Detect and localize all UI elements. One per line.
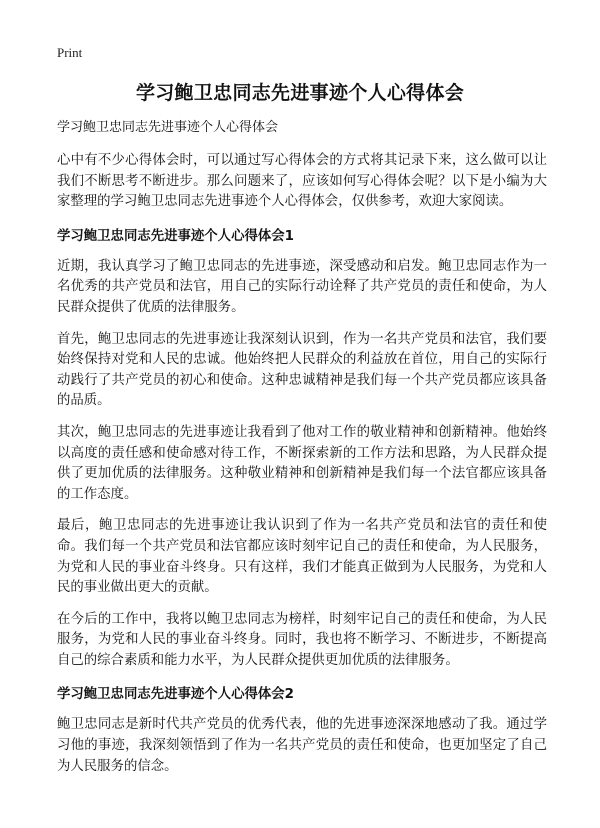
article-body (57, 118, 547, 788)
page-title: 学习鲍卫忠同志先进事迹个人心得体会 (135, 82, 465, 104)
article-subtitle: 学习鲍卫忠同志先进事迹个人心得体会 (57, 120, 279, 135)
section-heading: 学习鲍卫忠同志先进事迹个人心得体会2 (57, 687, 294, 703)
section-paragraph: 鲍卫忠同志是新时代共产党员的优秀代表，他的先进事迹深深地感动了我。通过学习他的事迹，我深刻领悟到了作为一名共产党员的责任和使命，也更加坚定了自己为人民服务的信念。 (57, 717, 547, 774)
section-paragraph: 最后，鲍卫忠同志的先进事迹让我认识到了作为一名共产党员和法官的责任和使命。我们每一个共产党员和法官都应该时刻牢记自己的责任和使命，为人民服务，为党和人民的事业奋斗终身。只有这样，我们才能真正做到为人民服务，为党和人民的事业做出更大的贡献。 (57, 518, 547, 596)
section-paragraph: 首先，鲍卫忠同志的先进事迹让我深刻认识到，作为一名共产党员和法官，我们要始终保持对党和人民的忠诚。他始终把人民群众的利益放在首位，用自己的实际行动践行了共产党员的初心和使命。这种忠诚精神是我们每一个共产党员都应该具备的品质。 (57, 331, 547, 409)
section-heading: 学习鲍卫忠同志先进事迹个人心得体会1 (57, 228, 294, 244)
print-link[interactable]: Print (57, 45, 83, 60)
intro-paragraph: 心中有不少心得体会时，可以通过写心得体会的方式将其记录下来，这么做可以让我们不断思考不断进步。那么问题来了，应该如何写心得体会呢？以下是小编为大家整理的学习鲍卫忠同志先进事迹个人心得体会，仅供参考，欢迎大家阅读。 (57, 153, 547, 210)
section-paragraph: 在今后的工作中，我将以鲍卫忠同志为榜样，时刻牢记自己的责任和使命，为人民服务，为党和人民的事业奋斗终身。同时，我也将不断学习、不断进步，不断提高自己的综合素质和能力水平，为人民群众提供更加优质的法律服务。 (57, 611, 547, 668)
section-paragraph: 其次，鲍卫忠同志的先进事迹让我看到了他对工作的敬业精神和创新精神。他始终以高度的责任感和使命感对待工作，不断探索新的工作方法和思路，为人民群众提供了更加优质的法律服务。这种敬业精神和创新精神是我们每一个法官都应该具备的工作态度。 (57, 424, 547, 502)
section-paragraph: 近期，我认真学习了鲍卫忠同志的先进事迹，深受感动和启发。鲍卫忠同志作为一名优秀的共产党员和法官，用自己的实际行动诠释了共产党员的责任和使命，为人民群众提供了优质的法律服务。 (57, 258, 547, 315)
